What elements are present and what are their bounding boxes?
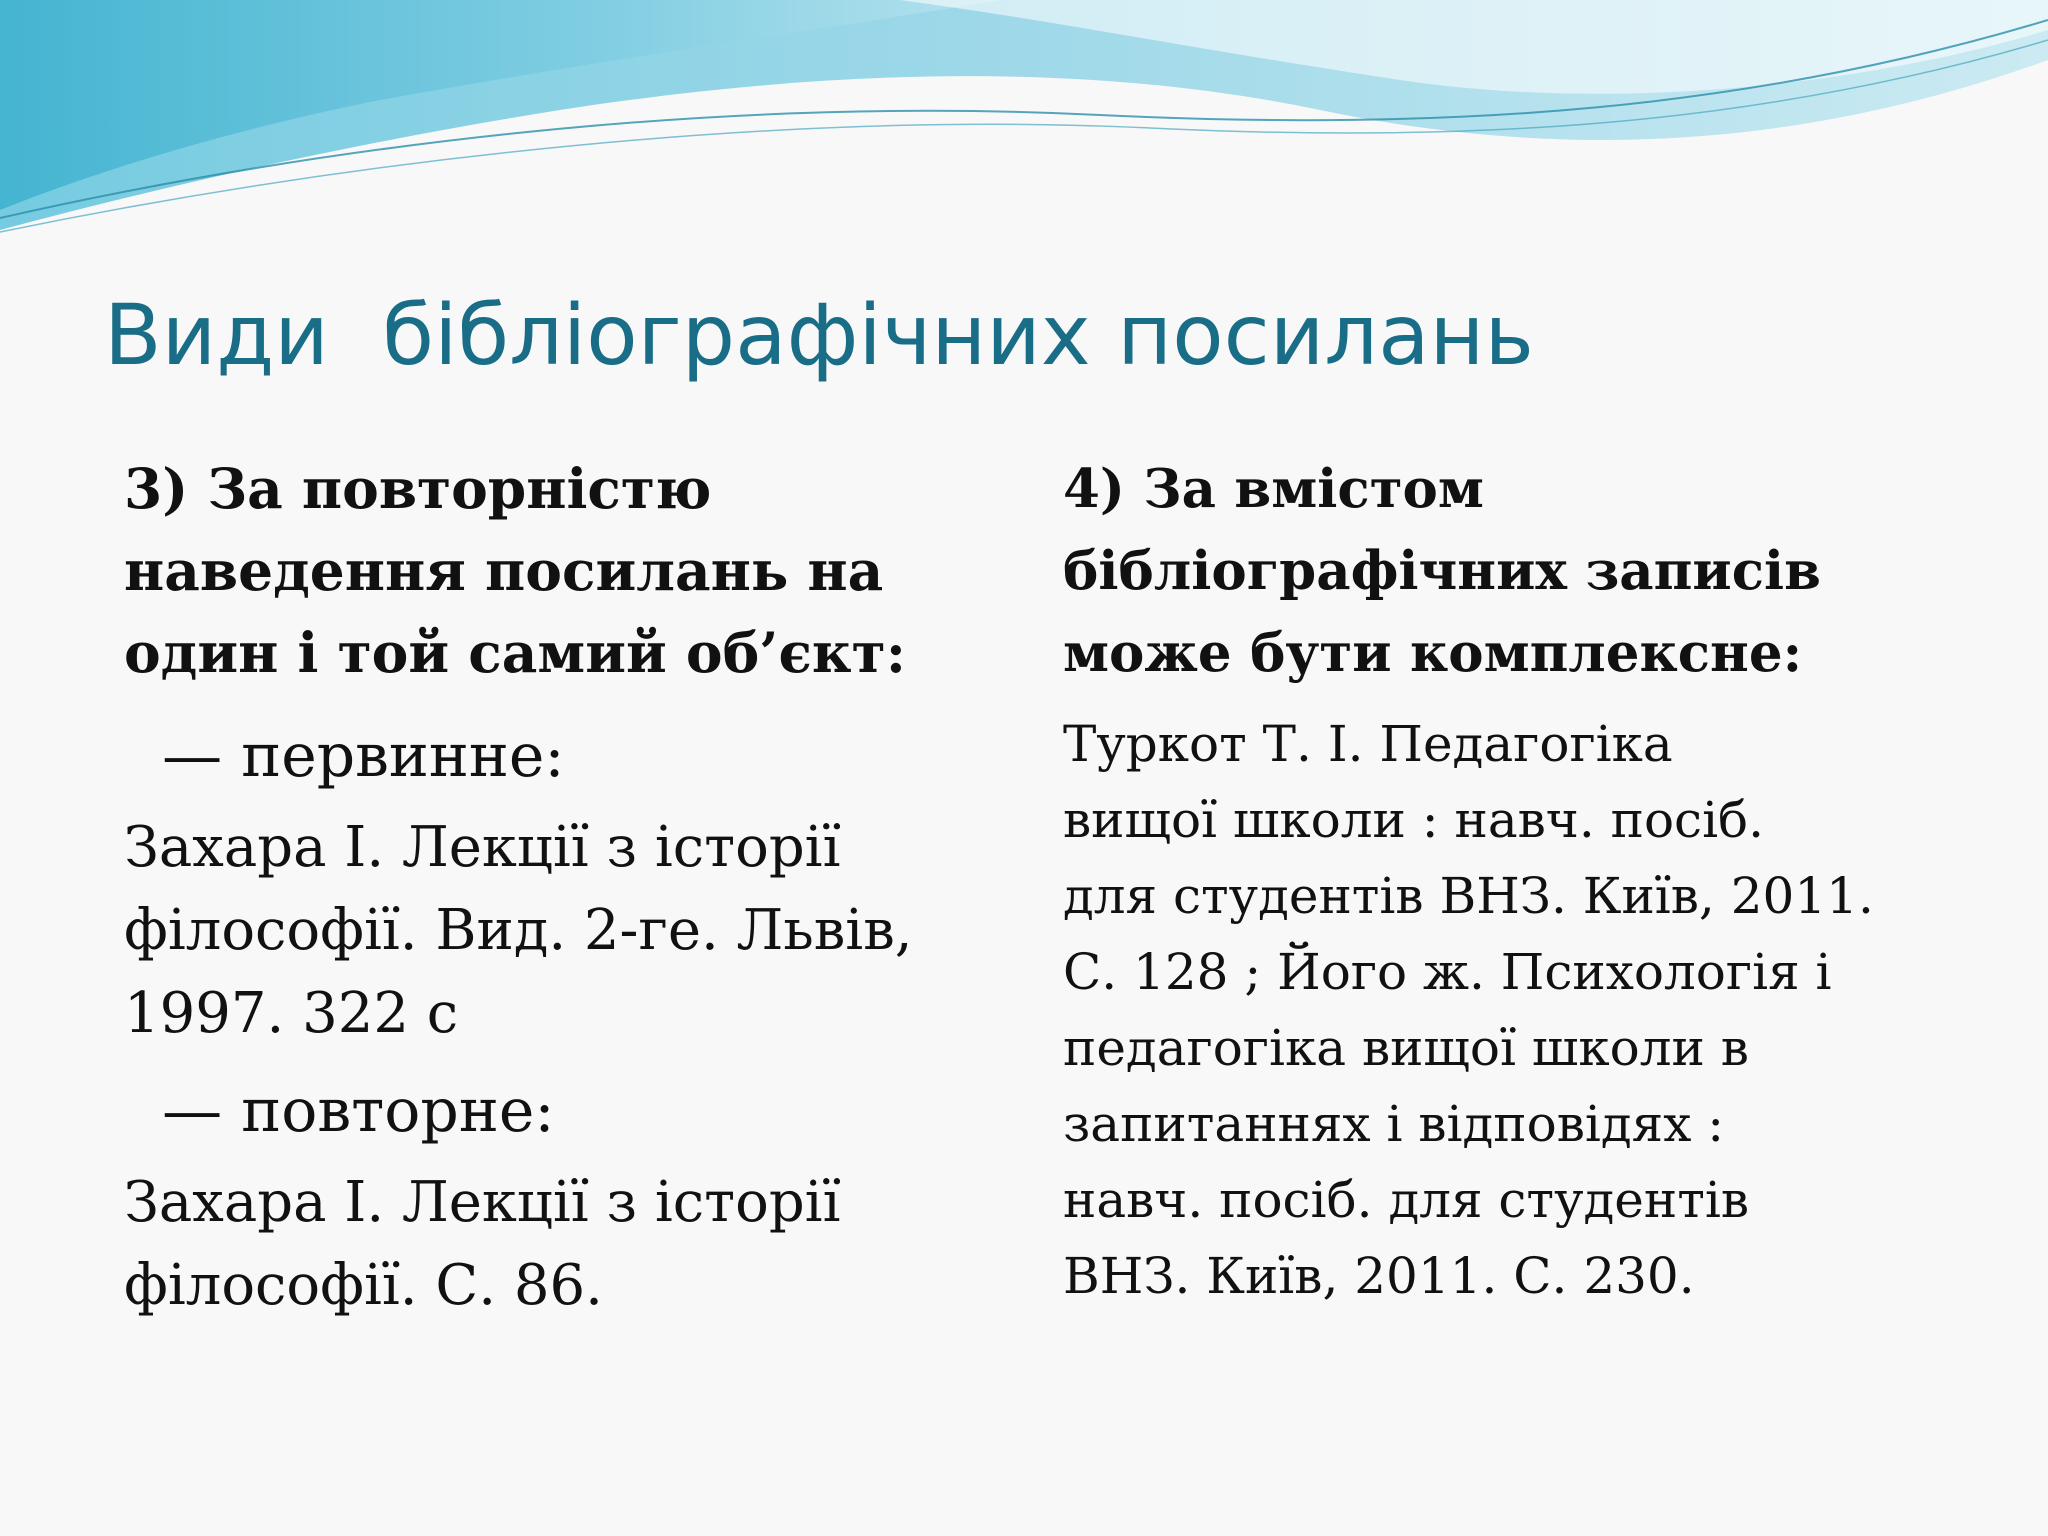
left-column — [124, 448, 984, 1333]
primary-label: — первинне: — [124, 721, 565, 791]
primary-reference: Захара І. Лекції з історії філософії. Вид. 2-ге. Львів, 1997. 322 с — [124, 815, 913, 1046]
repeat-label: — повторне: — [124, 1076, 555, 1146]
right-column — [1063, 448, 1963, 1314]
repeat-reference: Захара І. Лекції з історії філософії. С. 86. — [124, 1170, 841, 1318]
header-wave-decoration — [0, 0, 2048, 260]
slide-title: Види бібліографічних посилань — [104, 286, 1534, 384]
complex-reference: Туркот Т. І. Педагогіка вищої школи : навч. посіб. для студентів ВНЗ. Київ, 2011. С. 128 ; Його ж. Психологія і педагогіка вищої школи в запитаннях і відповідях : навч. посіб. для студентів ВНЗ. Київ, 2011. С. 230. — [1063, 715, 1874, 1305]
right-heading: 4) За вмістом бібліографічних записів може бути комплексне: — [1063, 458, 1821, 684]
left-heading: 3) За повторністю наведення посилань на один і той самий об’єкт: — [124, 456, 907, 685]
